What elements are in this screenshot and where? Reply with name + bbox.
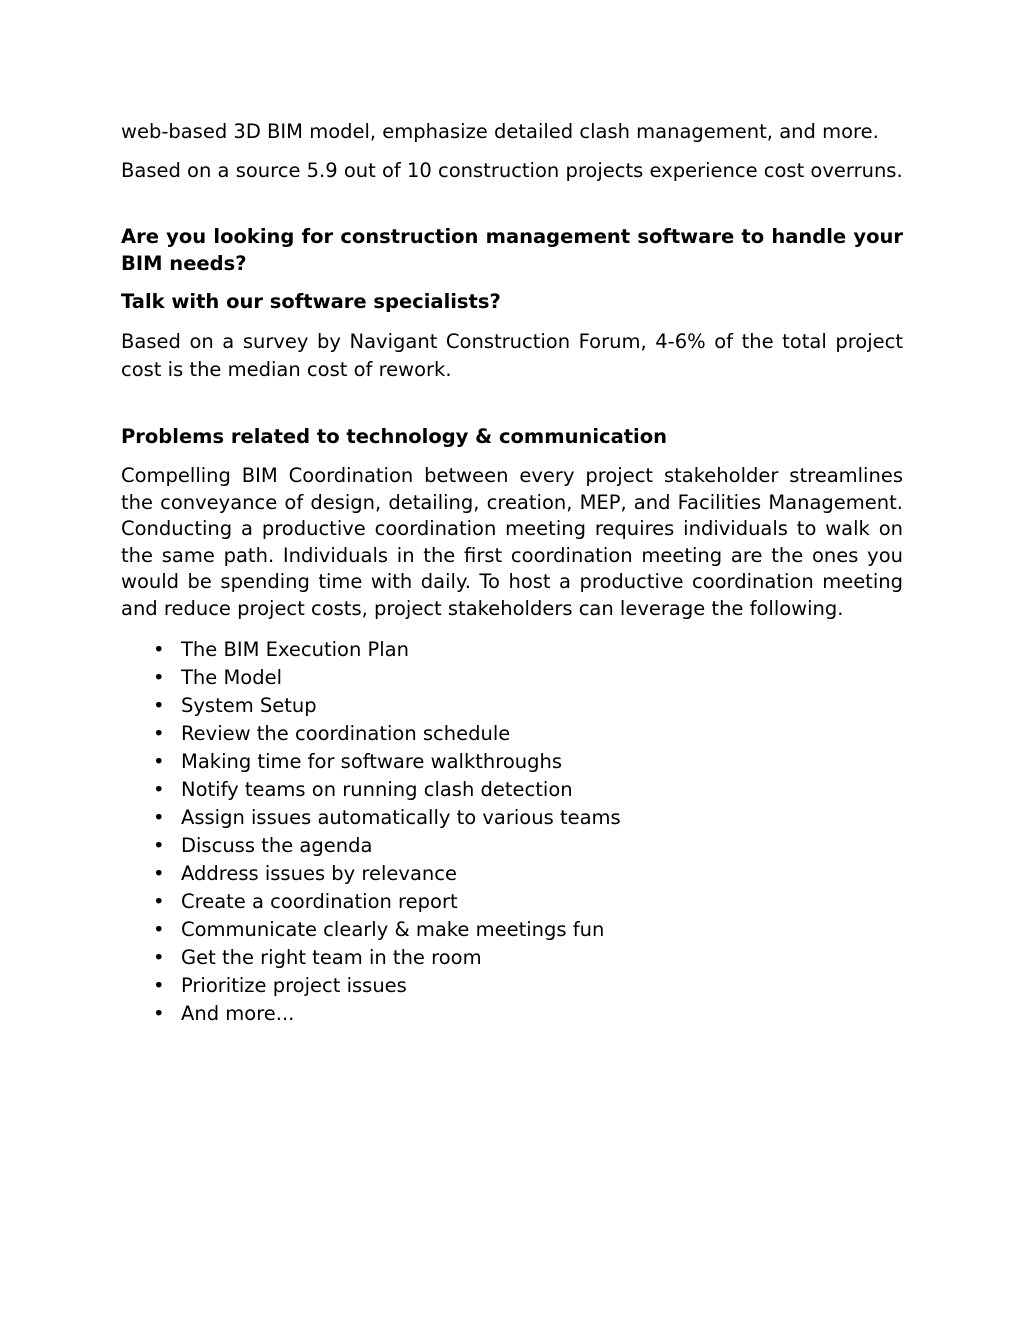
bullet-icon: •	[153, 722, 165, 745]
list-item	[121, 692, 903, 720]
heading-software-question: Are you looking for construction management software to handle your BIM needs?	[121, 225, 903, 275]
bullet-icon: •	[153, 666, 165, 689]
list-item-text: The BIM Execution Plan	[181, 638, 409, 661]
bullet-icon: •	[153, 890, 165, 913]
list-item-text: Create a coordination report	[181, 890, 458, 913]
bullet-icon: •	[153, 778, 165, 801]
bullet-icon: •	[153, 750, 165, 773]
list-item	[121, 972, 903, 1000]
list-item-text: Get the right team in the room	[181, 946, 482, 969]
list-item-text: Review the coordination schedule	[181, 722, 511, 745]
bullet-icon: •	[153, 862, 165, 885]
bullet-icon: •	[153, 946, 165, 969]
list-item	[121, 748, 903, 776]
list-item	[121, 720, 903, 748]
list-item-text: The Model	[181, 666, 283, 689]
list-item	[121, 832, 903, 860]
list-item-text: Assign issues automatically to various teams	[181, 806, 621, 829]
bullet-icon: •	[153, 918, 165, 941]
bullet-icon: •	[153, 834, 165, 857]
paragraph-bim-coordination: Compelling BIM Coordination between every project stakeholder streamlines the conveyance of design, detailing, creation, MEP, and Facilities Management. Conducting a productive coordination meeting requires individuals to walk on the same path. Individuals in the first coordination meeting are the ones you would be spending time with daily. To host a productive coordination meeting and reduce project costs, project stakeholders can leverage the following.	[121, 464, 903, 620]
list-item	[121, 916, 903, 944]
document-body	[121, 119, 903, 1028]
bullet-icon: •	[153, 1002, 165, 1025]
list-item	[121, 804, 903, 832]
list-item	[121, 664, 903, 692]
list-item-text: Notify teams on running clash detection	[181, 778, 573, 801]
list-item	[121, 944, 903, 972]
list-item-text: Prioritize project issues	[181, 974, 407, 997]
paragraph-survey-rework: Based on a survey by Navigant Construction Forum, 4-6% of the total project cost is the median cost of rework.	[121, 330, 903, 381]
bullet-icon: •	[153, 974, 165, 997]
list-item	[121, 1000, 903, 1028]
bullet-icon: •	[153, 806, 165, 829]
list-item-text: System Setup	[181, 694, 317, 717]
bullet-icon: •	[153, 694, 165, 717]
list-item-text: Communicate clearly & make meetings fun	[181, 918, 605, 941]
heading-problems-technology: Problems related to technology & communication	[121, 425, 668, 448]
list-item-text: Making time for software walkthroughs	[181, 750, 563, 773]
list-item	[121, 776, 903, 804]
paragraph-bim-model: web-based 3D BIM model, emphasize detailed clash management, and more.	[121, 120, 879, 143]
list-item-text: Address issues by relevance	[181, 862, 457, 885]
list-item-text: Discuss the agenda	[181, 834, 373, 857]
list-item	[121, 860, 903, 888]
heading-talk-specialists: Talk with our software specialists?	[121, 290, 501, 313]
paragraph-cost-overruns: Based on a source 5.9 out of 10 construction projects experience cost overruns.	[121, 158, 903, 182]
list-item-text: And more...	[181, 1002, 295, 1025]
list-item	[121, 888, 903, 916]
coordination-list	[121, 636, 903, 1028]
bullet-icon: •	[153, 638, 165, 661]
list-item	[121, 636, 903, 664]
